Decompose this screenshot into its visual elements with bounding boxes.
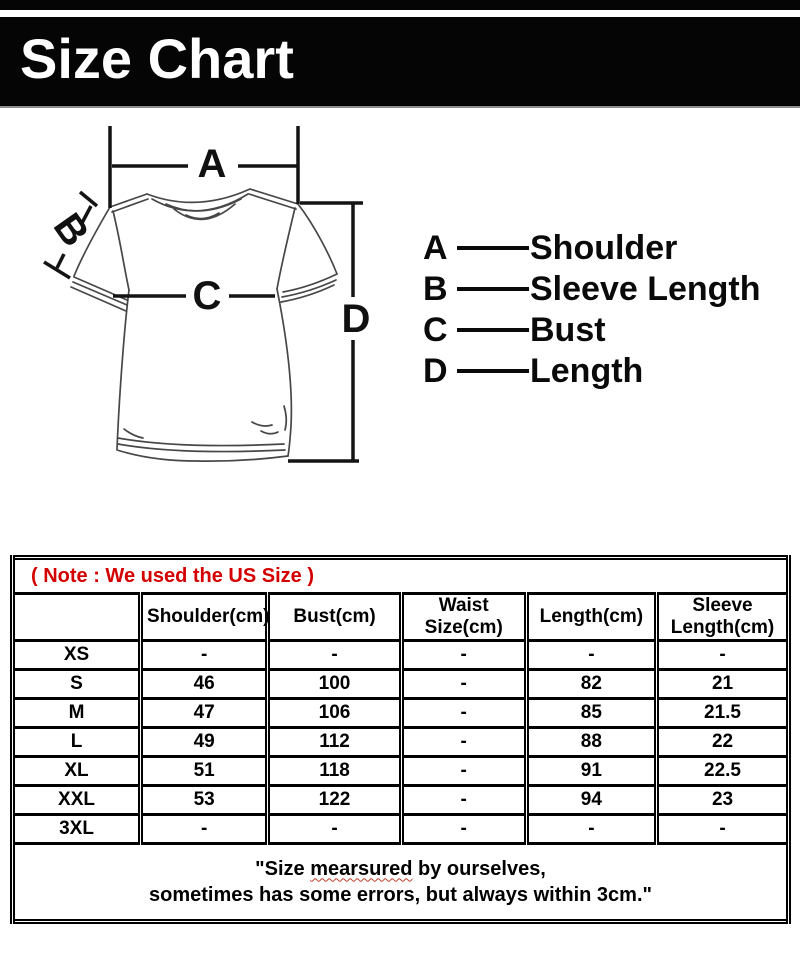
- table-row-s: [13, 669, 789, 698]
- value-cell: 22: [657, 727, 789, 756]
- value-cell: 88: [526, 727, 656, 756]
- column-header-sleeve-length: Sleeve Length(cm): [657, 594, 789, 641]
- legend-label: Shoulder: [530, 228, 678, 267]
- legend-letter: D: [423, 351, 448, 390]
- value-cell: 46: [141, 669, 268, 698]
- value-cell: -: [401, 640, 526, 669]
- value-cell: 22.5: [657, 756, 789, 785]
- column-header-bust: Bust(cm): [268, 594, 401, 641]
- disclaimer-line-1: "Size mearsured by ourselves,: [255, 857, 546, 880]
- decorative-stripe: [0, 10, 800, 17]
- value-cell: 112: [268, 727, 401, 756]
- header-row: [13, 594, 789, 641]
- value-cell: 21.5: [657, 698, 789, 727]
- value-cell: -: [401, 756, 526, 785]
- measurement-legend: [423, 227, 761, 391]
- value-cell: -: [401, 785, 526, 814]
- size-cell: XS: [13, 640, 141, 669]
- legend-label: Sleeve Length: [530, 269, 761, 308]
- tshirt-measurement-diagram: [0, 108, 800, 548]
- value-cell: -: [526, 640, 656, 669]
- dim-label-c: C: [192, 274, 222, 318]
- table-row-xxl: [13, 785, 789, 814]
- header-bar: [0, 0, 800, 108]
- value-cell: 47: [141, 698, 268, 727]
- value-cell: -: [268, 814, 401, 843]
- size-cell: L: [13, 727, 141, 756]
- legend-row-shoulder: [423, 227, 761, 268]
- value-cell: 94: [526, 785, 656, 814]
- measurement-disclaimer: [13, 843, 789, 921]
- legend-row-sleeve-length: [423, 268, 761, 309]
- size-cell: S: [13, 669, 141, 698]
- legend-connector-line: [457, 246, 529, 250]
- value-cell: -: [401, 727, 526, 756]
- legend-connector-line: [457, 369, 529, 373]
- dim-label-b: B: [44, 205, 98, 255]
- size-cell: XL: [13, 756, 141, 785]
- value-cell: 53: [141, 785, 268, 814]
- table-row-3xl: [13, 814, 789, 843]
- legend-row-length: [423, 350, 761, 391]
- value-cell: 51: [141, 756, 268, 785]
- value-cell: 49: [141, 727, 268, 756]
- column-header-size: [13, 594, 141, 641]
- legend-letter: A: [423, 228, 448, 267]
- table-row-l: [13, 727, 789, 756]
- size-table-wrap: [10, 555, 791, 924]
- dim-label-a: A: [197, 142, 227, 186]
- size-cell: XXL: [13, 785, 141, 814]
- value-cell: 106: [268, 698, 401, 727]
- value-cell: -: [401, 814, 526, 843]
- value-cell: 100: [268, 669, 401, 698]
- table-row-m: [13, 698, 789, 727]
- size-cell: 3XL: [13, 814, 141, 843]
- value-cell: 23: [657, 785, 789, 814]
- legend-letter: B: [423, 269, 448, 308]
- value-cell: -: [268, 640, 401, 669]
- value-cell: -: [141, 640, 268, 669]
- value-cell: 85: [526, 698, 656, 727]
- value-cell: -: [526, 814, 656, 843]
- size-table: [10, 555, 791, 924]
- table-row-xs: [13, 640, 789, 669]
- misspelled-word: mearsured: [310, 857, 413, 880]
- column-header-waist: Waist Size(cm): [401, 594, 526, 641]
- value-cell: -: [657, 640, 789, 669]
- table-row-xl: [13, 756, 789, 785]
- dim-label-d: D: [341, 297, 371, 341]
- value-cell: -: [141, 814, 268, 843]
- value-cell: -: [401, 698, 526, 727]
- legend-row-bust: [423, 309, 761, 350]
- note-row: [13, 558, 789, 594]
- value-cell: -: [657, 814, 789, 843]
- legend-letter: C: [423, 310, 448, 349]
- us-size-note: ( Note : We used the US Size ): [13, 558, 789, 594]
- column-header-length: Length(cm): [526, 594, 656, 641]
- legend-connector-line: [457, 287, 529, 291]
- value-cell: -: [401, 669, 526, 698]
- value-cell: 122: [268, 785, 401, 814]
- legend-label: Bust: [530, 310, 606, 349]
- size-cell: M: [13, 698, 141, 727]
- disclaimer-line-2: sometimes has some errors, but always within 3cm.": [149, 883, 652, 906]
- column-header-shoulder: Shoulder(cm): [141, 594, 268, 641]
- footer-row: [13, 843, 789, 921]
- page-title: Size Chart: [20, 27, 294, 90]
- legend-label: Length: [530, 351, 644, 390]
- value-cell: 82: [526, 669, 656, 698]
- value-cell: 21: [657, 669, 789, 698]
- value-cell: 91: [526, 756, 656, 785]
- value-cell: 118: [268, 756, 401, 785]
- legend-connector-line: [457, 328, 529, 332]
